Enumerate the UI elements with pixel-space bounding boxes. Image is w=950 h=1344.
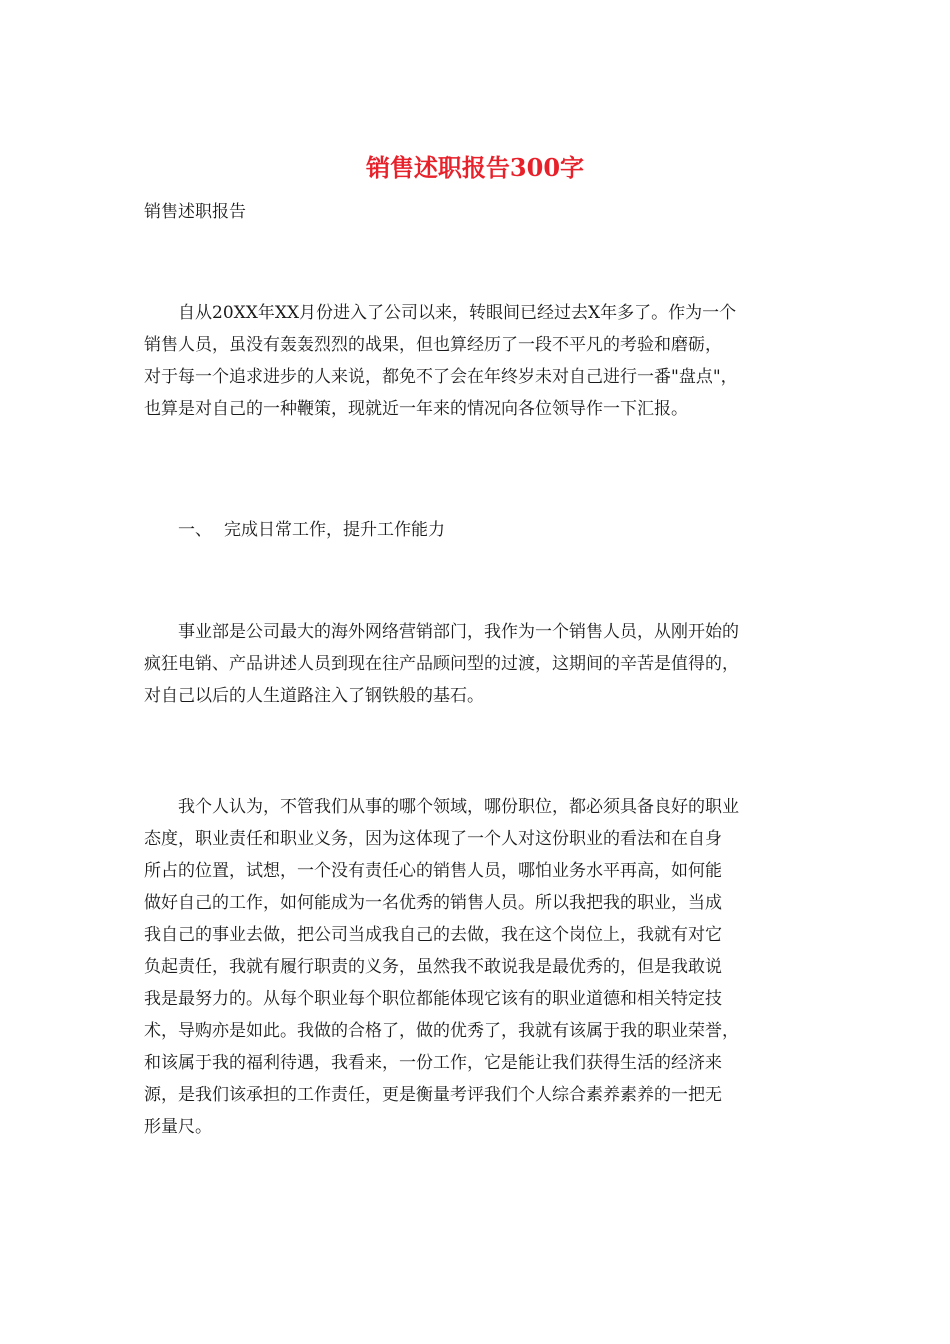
paragraph-department: 事业部是公司最大的海外网络营销部门，我作为一个销售人员，从刚开始的 疯狂电销、产品讲述人员到现在往产品顾问型的过渡，这期间的辛苦是值得的， 对自己以后的人生道路注入了钢铁般的基石。 bbox=[144, 622, 739, 706]
document-title: 销售述职报告300字 bbox=[365, 153, 585, 182]
paragraph-intro: 自从20XX年XX月份进入了公司以来，转眼间已经过去X年多了。作为一个 销售人员，虽没有轰轰烈烈的战果，但也算经历了一段不平凡的考验和磨砺， 对于每一个追求进步的人来说，都免不了会在年终岁未对自己进行一番"盘点"， 也算是对自己的一种鞭策，现就近一年来的情况向各位领导作一下汇报。 bbox=[144, 303, 738, 419]
section-heading-1 bbox=[144, 514, 848, 546]
document-subtitle: 销售述职报告 bbox=[144, 202, 246, 222]
section-number: 一、 bbox=[178, 520, 212, 540]
section-heading-text: 完成日常工作，提升工作能力 bbox=[224, 520, 445, 540]
paragraph-responsibility: 我个人认为，不管我们从事的哪个领域，哪份职位，都必须具备良好的职业 态度，职业责任和职业义务，因为这体现了一个人对这份职业的看法和在自身 所占的位置，试想，一个没有责任心的销售人员，哪怕业务水平再高，如何能 做好自己的工作，如何能成为一名优秀的销售人员。所以我把我的职业，当成 我自己的事业去做，把公司当成我自己的去做，我在这个岗位上，我就有对它 负起责任，我就有履行职责的义务，虽然我不敢说我是最优秀的，但是我敢说 我是最努力的。从每个职业每个职位都能体现它该有的职业道德和相关特定技 术，导购亦是如此。我做的合格了，做的优秀了，我就有该属于我的职业荣誉， 和该属于我的福利待遇，我看来，一份工作，它是能让我们获得生活的经济来 源，是我们该承担的工作责任，更是衡量考评我们个人综合素养素养的一把无 形量尺。 bbox=[144, 797, 739, 1137]
